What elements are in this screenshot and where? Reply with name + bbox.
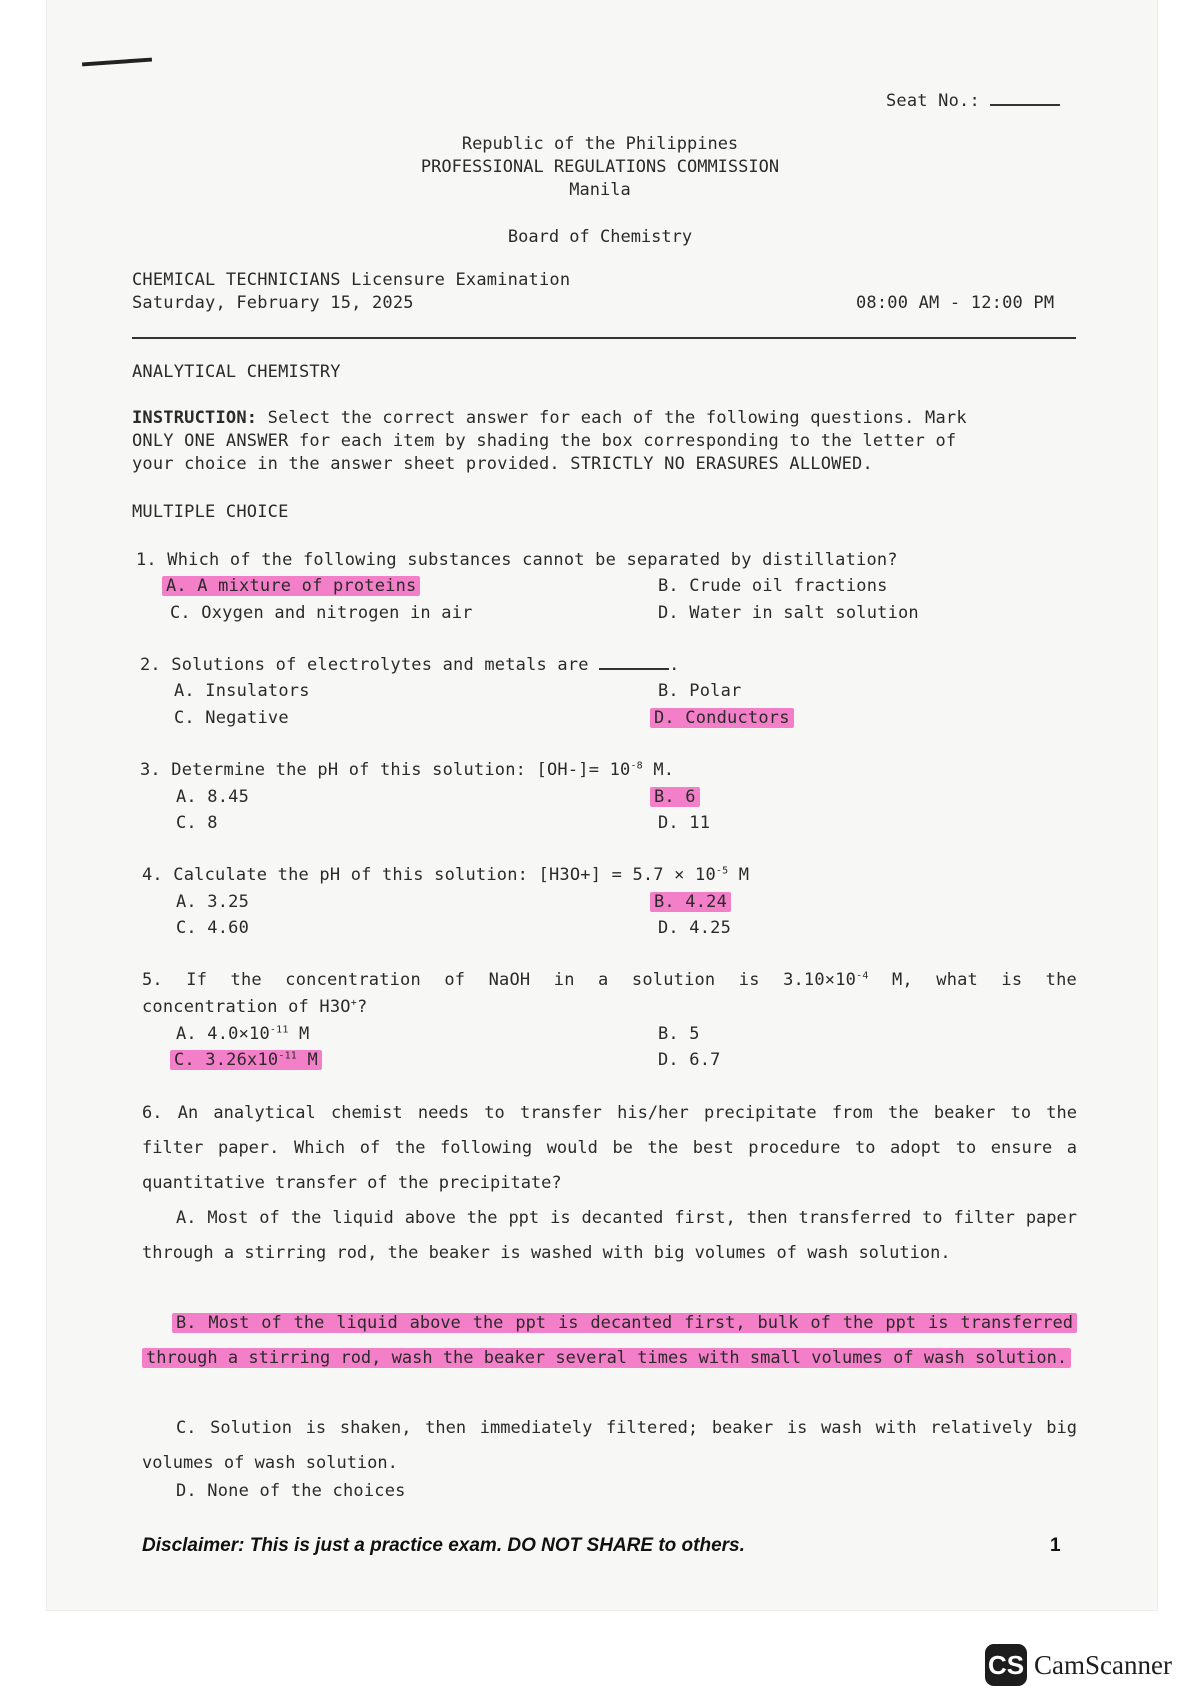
q5-stem-end: M, what is the (868, 970, 1077, 990)
q4-option-a: A. 3.25 (176, 892, 250, 912)
q6-option-a (142, 1201, 1077, 1271)
q3-option-c: C. 8 (176, 813, 218, 833)
q5-option-c-exp: -11 (278, 1050, 298, 1062)
exam-time: 08:00 AM - 12:00 PM (856, 293, 1055, 313)
q5-stem-text: 5. If the concentration of NaOH in a solution is 3.10×10 (142, 970, 857, 990)
q5-option-c-highlight (170, 1050, 322, 1070)
q6-option-d: D. None of the choices (176, 1481, 406, 1501)
q6-option-b (142, 1306, 1077, 1376)
q2-option-d (650, 708, 794, 728)
q3-option-d: D. 11 (658, 813, 711, 833)
q1-option-c: C. Oxygen and nitrogen in air (170, 603, 473, 623)
seat-blank (990, 90, 1060, 106)
q6-option-c (142, 1411, 1077, 1481)
exam-date: Saturday, February 15, 2025 (132, 293, 414, 313)
q6-option-b-highlight: B. Most of the liquid above the ppt is decanted first, bulk of the ppt is transferred through a stirring rod, wash the beaker several times with small volumes of wash solution. (142, 1313, 1077, 1368)
q3-stem-text: 3. Determine the pH of this solution: [OH-]= 10 (140, 760, 631, 780)
instruction-text-1: Select the correct answer for each of the following questions. Mark (257, 408, 967, 428)
q6-stem: 6. An analytical chemist needs to transfer his/her precipitate from the beaker to the filter paper. Which of the following would be the best procedure to adopt to ensure a quantitative transfer of the precipitate? (142, 1103, 1077, 1193)
question-type: MULTIPLE CHOICE (132, 502, 289, 522)
seat-number (886, 90, 1060, 111)
q2-option-b: B. Polar (658, 681, 742, 701)
camscanner-logo: CS (985, 1644, 1027, 1686)
q4-option-d: D. 4.25 (658, 918, 732, 938)
q3-exponent: -8 (630, 760, 643, 772)
header-republic: Republic of the Philippines (461, 134, 739, 154)
page-number: 1 (1050, 1535, 1061, 1556)
q5-option-b: B. 5 (658, 1024, 700, 1044)
q5-option-c-unit: M (297, 1050, 318, 1070)
q1-stem: 1. Which of the following substances cannot be separated by distillation? (136, 550, 898, 570)
q2-stem (140, 654, 680, 675)
exam-title: CHEMICAL TECHNICIANS Licensure Examination (132, 270, 571, 290)
q5-option-a-exp: -11 (269, 1024, 289, 1036)
instruction-line-1 (132, 408, 967, 428)
q1-option-b: B. Crude oil fractions (658, 576, 888, 596)
q2-option-c: C. Negative (174, 708, 289, 728)
q1-option-a (162, 576, 420, 596)
q6-option-a-text: A. Most of the liquid above the ppt is decanted first, then transferred to filter paper through a stirring rod, the beaker is washed with big volumes of wash solution. (142, 1208, 1077, 1263)
q2-stem-end: . (669, 655, 680, 675)
q3-option-b (650, 787, 700, 807)
q3-stem-end: M. (642, 760, 675, 780)
q5-stem-line-2-end: ? (356, 997, 368, 1017)
header-prc: PROFESSIONAL REGULATIONS COMMISSION (420, 157, 780, 177)
q2-stem-text: 2. Solutions of electrolytes and metals are (140, 655, 589, 675)
section-title: ANALYTICAL CHEMISTRY (132, 362, 341, 382)
header-rule (132, 337, 1076, 339)
q5-stem-line-2-text: concentration of H3O (142, 997, 351, 1017)
q4-stem-text: 4. Calculate the pH of this solution: [H3O+] = 5.7 × 10 (142, 865, 716, 885)
q4-option-c: C. 4.60 (176, 918, 250, 938)
q4-option-b (650, 892, 731, 912)
disclaimer: Disclaimer: This is just a practice exam. DO NOT SHARE to others. (142, 1535, 745, 1556)
q1-option-d: D. Water in salt solution (658, 603, 919, 623)
q5-option-c (170, 1050, 322, 1070)
q5-stem-line-2 (142, 997, 367, 1017)
instruction-line-2: ONLY ONE ANSWER for each item by shading the box corresponding to the letter of (132, 431, 957, 451)
q5-exponent: -4 (856, 970, 869, 982)
q2-blank (599, 654, 669, 670)
q5-option-d: D. 6.7 (658, 1050, 721, 1070)
instruction-label: INSTRUCTION: (132, 408, 258, 428)
header-city: Manila (569, 180, 631, 200)
q3-stem (140, 760, 674, 780)
q5-option-a-base: A. 4.0×10 (176, 1024, 270, 1044)
instruction-line-3: your choice in the answer sheet provided. STRICTLY NO ERASURES ALLOWED. (132, 454, 873, 474)
q2-option-d-highlight: D. Conductors (650, 708, 794, 728)
q4-option-b-highlight: B. 4.24 (650, 892, 731, 912)
header-board: Board of Chemistry (507, 227, 693, 247)
q4-stem-end: M (728, 865, 750, 885)
seat-label: Seat No.: (886, 91, 980, 111)
q5-option-c-base: C. 3.26x10 (174, 1050, 279, 1070)
q5-option-a (176, 1024, 309, 1044)
q2-option-a: A. Insulators (174, 681, 310, 701)
q5-stem-line-1 (142, 970, 1077, 990)
q1-option-a-highlight: A. A mixture of proteins (162, 576, 420, 596)
q5-option-a-unit: M (288, 1024, 310, 1044)
q4-exponent: -5 (715, 865, 729, 877)
q3-option-a: A. 8.45 (176, 787, 250, 807)
q6-option-c-text: C. Solution is shaken, then immediately filtered; beaker is wash with relatively big volumes of wash solution. (142, 1418, 1077, 1473)
q5-stem-sup: + (350, 997, 357, 1009)
camscanner-name: CamScanner (1034, 1650, 1172, 1680)
q4-stem (142, 865, 749, 885)
q3-option-b-highlight: B. 6 (650, 787, 700, 807)
